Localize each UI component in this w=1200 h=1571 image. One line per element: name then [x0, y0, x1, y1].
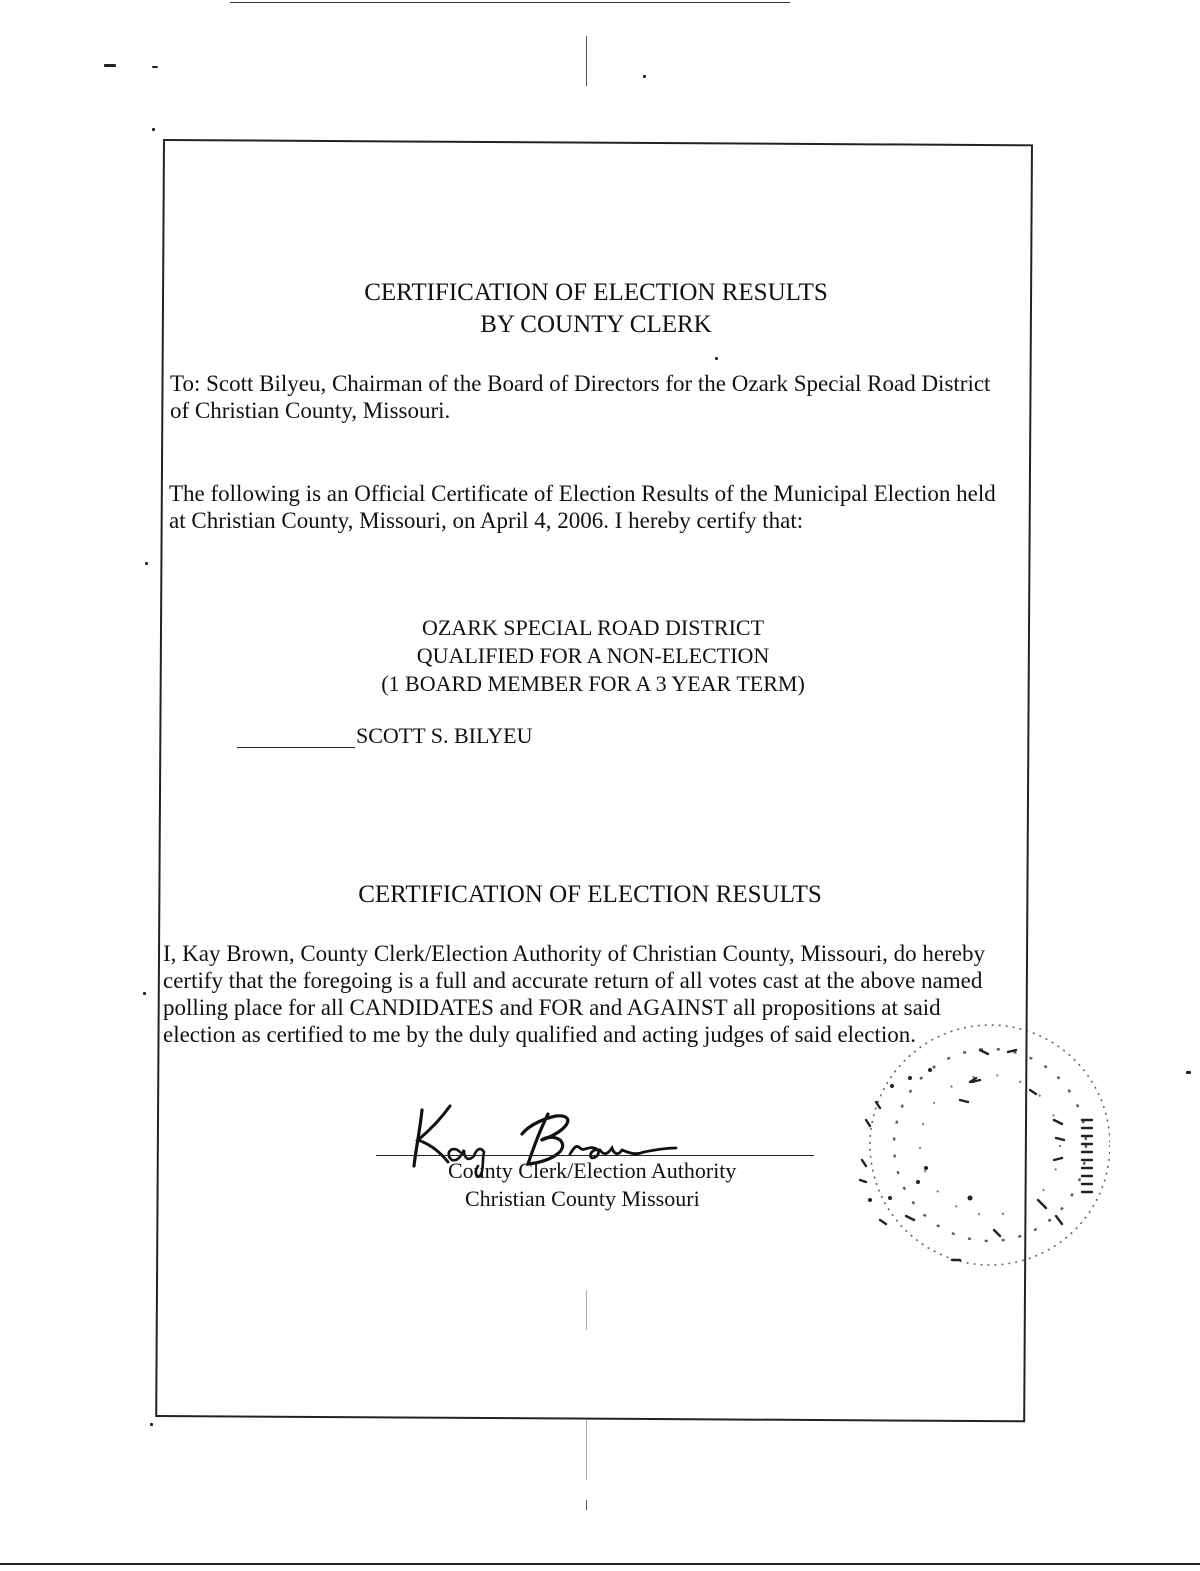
signature-title: County Clerk/Election Authority: [448, 1158, 737, 1183]
scan-speck: [152, 128, 155, 131]
certificate-title: CERTIFICATION OF ELECTION RESULTS: [364, 279, 828, 306]
signature-jurisdiction: Christian County Missouri: [465, 1186, 700, 1211]
addressee-line: of Christian County, Missouri.: [170, 398, 451, 423]
addressee-line: To: Scott Bilyeu, Chairman of the Board of Directors for the Ozark Special Road District: [170, 371, 991, 396]
district-status: QUALIFIED FOR A NON-ELECTION: [416, 643, 770, 668]
statement-line: I, Kay Brown, County Clerk/Election Authority of Christian County, Missouri, do hereby: [163, 941, 985, 966]
certificate-subtitle: BY COUNTY CLERK: [480, 311, 712, 338]
scan-speck: [104, 64, 116, 67]
section-title: CERTIFICATION OF ELECTION RESULTS: [358, 881, 822, 908]
district-term: (1 BOARD MEMBER FOR A 3 YEAR TERM): [381, 671, 805, 696]
candidate-blank-line: [237, 747, 355, 748]
signature-line: [376, 1155, 814, 1156]
scan-speck: [1186, 1071, 1191, 1074]
statement-line: election as certified to me by the duly qualified and acting judges of said election.: [163, 1022, 917, 1047]
candidate-name: SCOTT S. BILYEU: [356, 723, 533, 748]
scan-speck: [152, 66, 158, 68]
statement-line: polling place for all CANDIDATES and FOR and AGAINST all propositions at said: [163, 995, 941, 1020]
intro-line: The following is an Official Certificate of Election Results of the Municipal Election held: [169, 481, 996, 506]
fold-mark: [586, 1420, 587, 1480]
scan-speck: [150, 1423, 153, 1426]
intro-line: at Christian County, Missouri, on April 4, 2006. I hereby certify that:: [169, 508, 804, 533]
district-name: OZARK SPECIAL ROAD DISTRICT: [421, 615, 765, 640]
scan-bottom-edge: [0, 1563, 1200, 1565]
embossed-seal: [830, 1020, 1110, 1290]
scan-speck: [643, 75, 646, 78]
scan-top-edge: [230, 2, 790, 3]
fold-mark: [586, 36, 587, 86]
scan-speck: [143, 992, 146, 995]
scan-speck: [145, 562, 148, 565]
fold-mark: [586, 1500, 587, 1510]
statement-line: certify that the foregoing is a full and accurate return of all votes cast at the above named: [163, 968, 983, 993]
